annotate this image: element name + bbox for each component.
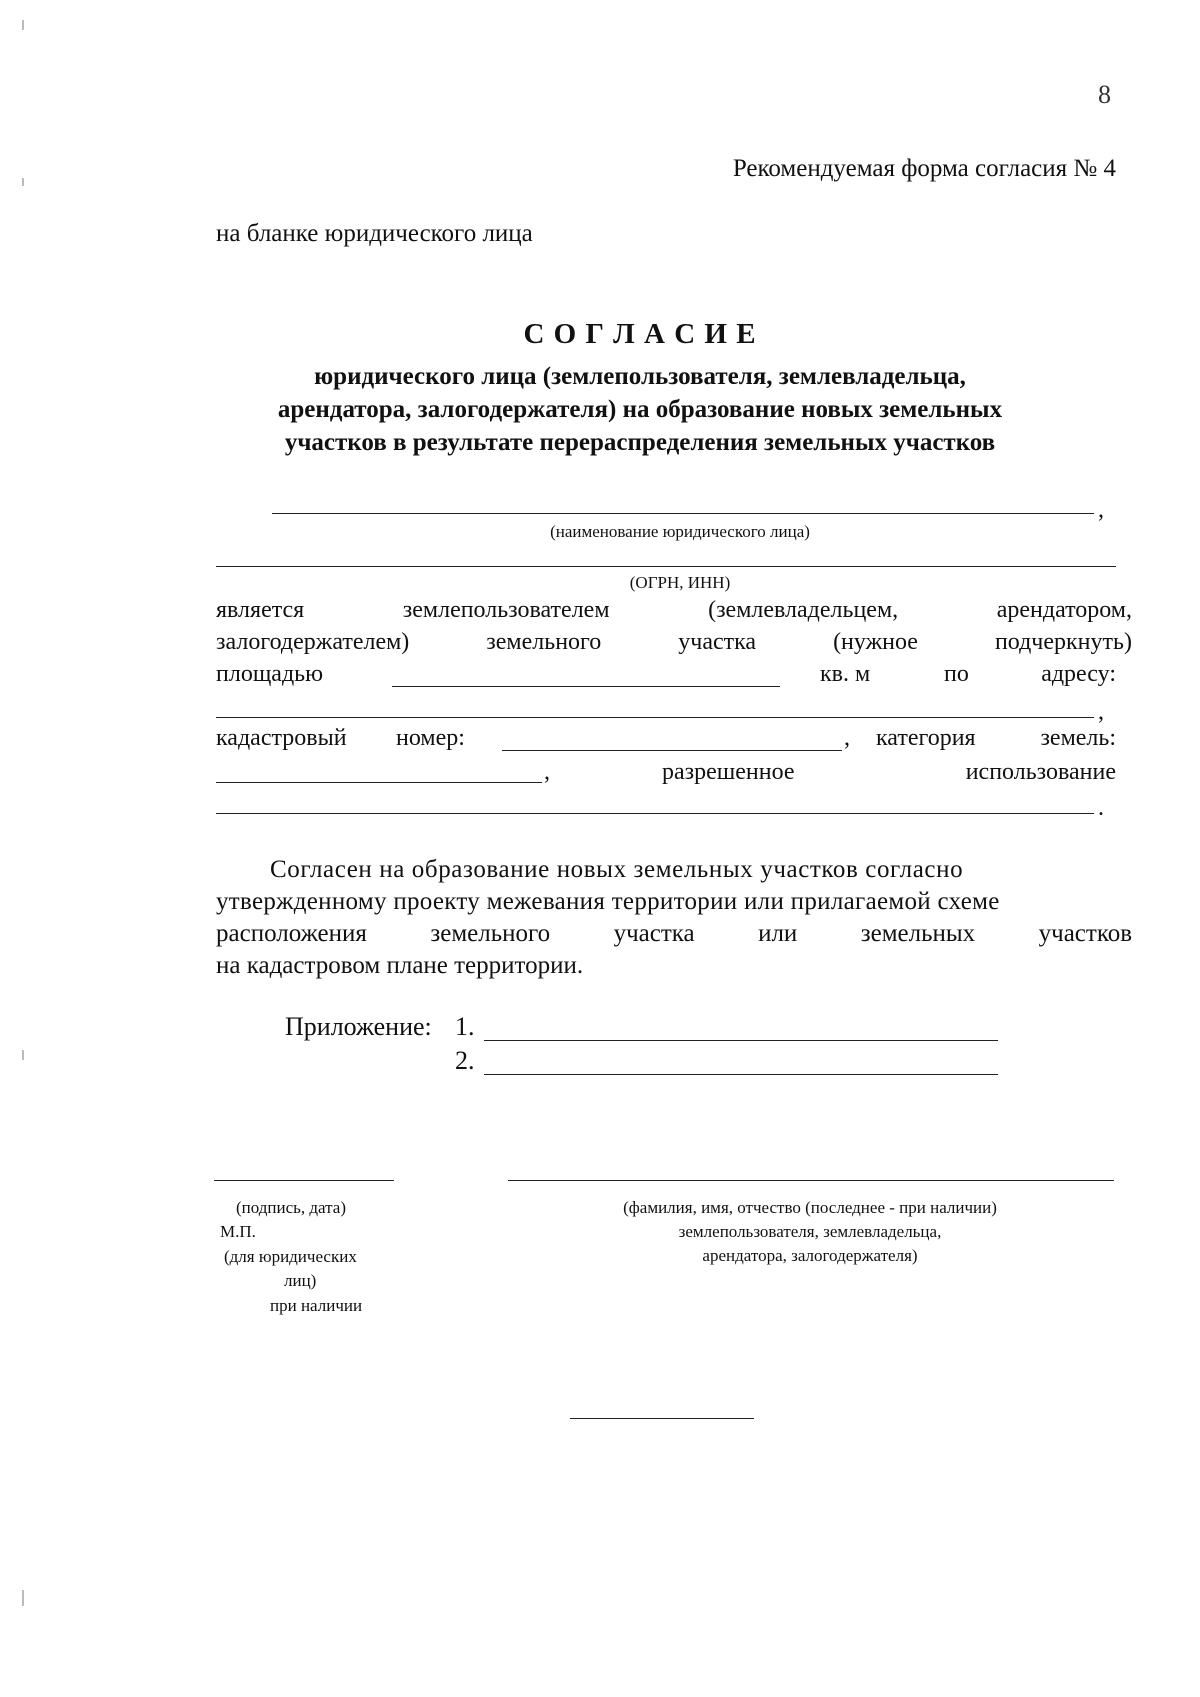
attachment-2-field[interactable]: [484, 1074, 998, 1075]
consent-line-3: [216, 918, 1132, 950]
body-line-1: [216, 594, 1132, 626]
cadastral-label-2: номер:: [396, 725, 465, 751]
body-word: является: [216, 597, 305, 623]
letterhead-note: на бланке юридического лица: [216, 220, 533, 247]
full-name-caption-line: арендатора, залогодержателя): [702, 1246, 918, 1265]
comma: ,: [1098, 699, 1104, 725]
scan-mark: [22, 1590, 24, 1606]
stamp-note: при наличии: [270, 1296, 363, 1315]
body-line-2: [216, 626, 1132, 658]
consent-line-1: Согласен на образование новых земельных участков согласно: [270, 856, 964, 883]
body-word: землепользователем: [402, 597, 610, 623]
permitted-use-label-1: разрешенное: [662, 759, 795, 785]
consent-word: или: [758, 920, 798, 947]
comma: ,: [1098, 497, 1104, 523]
legal-entity-name-field[interactable]: [272, 513, 1094, 514]
stamp-note: (для юридических: [224, 1247, 357, 1266]
closing-divider: [570, 1418, 754, 1419]
consent-word: участков: [1038, 920, 1132, 947]
attachment-1-field[interactable]: [484, 1040, 998, 1041]
body-word: (нужное: [833, 629, 918, 655]
permitted-use-field[interactable]: [216, 813, 1094, 814]
consent-word: земельных: [860, 920, 976, 947]
consent-word: расположения: [216, 920, 367, 947]
page-number: 8: [1098, 80, 1111, 109]
attachment-number: 1.: [455, 1012, 475, 1041]
stamp-label: М.П.: [220, 1222, 256, 1241]
body-word: арендатором,: [996, 597, 1132, 623]
full-name-field[interactable]: [508, 1180, 1114, 1181]
consent-word: участка: [613, 920, 695, 947]
land-category-field[interactable]: [216, 782, 542, 783]
signature-field[interactable]: [214, 1180, 394, 1181]
document-subtitle: [160, 360, 1120, 459]
body-word: (землевладельцем,: [708, 597, 899, 623]
area-field[interactable]: [392, 686, 780, 687]
subtitle-line: участков в результате перераспределения земельных участков: [284, 429, 996, 456]
signature-caption: (подпись, дата): [236, 1198, 347, 1217]
legal-entity-name-caption: (наименование юридического лица): [550, 522, 810, 541]
scan-mark: [22, 20, 24, 30]
body-word: залогодержателем): [216, 629, 410, 655]
comma: ,: [544, 759, 550, 785]
period: .: [1098, 795, 1104, 821]
body-word: подчеркнуть): [994, 629, 1132, 655]
ogrn-inn-field[interactable]: [216, 566, 1116, 567]
cadastral-label-1: кадастровый: [216, 725, 347, 751]
form-label: Рекомендуемая форма согласия № 4: [732, 155, 1116, 182]
attachment-number: 2.: [455, 1046, 475, 1075]
subtitle-line: арендатора, залогодержателя) на образование новых земельных: [277, 396, 1003, 423]
attachments-label: Приложение:: [285, 1012, 432, 1041]
consent-line-2: утвержденному проекту межевания территории или прилагаемой схеме: [216, 888, 1000, 915]
land-category-label-2: земель:: [1040, 725, 1116, 751]
land-category-label-1: категория: [876, 725, 976, 751]
address-prep: по: [944, 661, 969, 687]
cadastral-number-field[interactable]: [502, 750, 842, 751]
stamp-note: лиц): [284, 1271, 317, 1290]
scan-mark: [22, 178, 24, 186]
ogrn-inn-caption: (ОГРН, ИНН): [629, 573, 731, 592]
subtitle-line: юридического лица (землепользователя, землевладельца,: [314, 363, 966, 390]
area-label: площадью: [216, 661, 324, 687]
area-unit: кв. м: [820, 661, 871, 687]
body-word: участка: [678, 629, 757, 655]
body-word: земельного: [486, 629, 602, 655]
address-label: адресу:: [1041, 661, 1116, 687]
full-name-caption-line: (фамилия, имя, отчество (последнее - при наличии): [623, 1198, 997, 1217]
full-name-caption: [560, 1196, 1060, 1268]
scan-mark: [22, 1050, 24, 1060]
document-title: С О Г Л А С И Е: [523, 318, 757, 350]
address-field[interactable]: [216, 717, 1094, 718]
full-name-caption-line: землепользователя, землевладельца,: [678, 1222, 942, 1241]
permitted-use-label-2: использование: [965, 759, 1116, 785]
comma: ,: [844, 725, 850, 751]
consent-word: земельного: [430, 920, 551, 947]
consent-line-4: на кадастровом плане территории.: [216, 952, 584, 979]
